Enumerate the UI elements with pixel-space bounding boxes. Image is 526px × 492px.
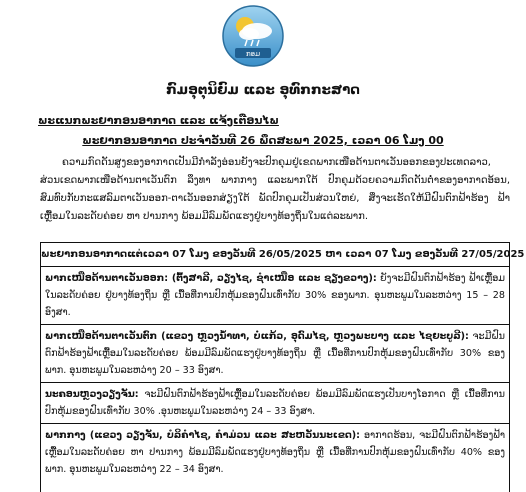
section-title: ພະແນກພະຍາກອນອາກາດ ແລະ ແຈ້ງເຕືອນໄພ bbox=[38, 114, 279, 127]
intro-paragraph: ຄວາມກົດດັນສູງຂອງອາກາດເປັນມີກຳລັງອ່ອນຍັງຈະປົກຄຸມຢູ່ເຂດພາກເໜືອດ້ານຕາເວັນອອກຂອງປະເທດລາວ, ສ່ວນເຂດພາກເໜືອດ້ານຕາເວັນຕົກ ລຶງທາ ພາກກາງ ແລະພາກໃຕ້ ປົກຄຸມດ້ວຍຄວາມກົດດັນຕໍ່າຂອງອາກາດອ້ອນ, ສົມທົບກັບກະແສລົມຕາເວັນອອກ-ຕາເວັນອອກສ່ຽງໃຕ້ ພັດປົກຄຸມເປັນສ່ວນໃຫຍ່, ສິ່ງຈະເຮັດໃຫ້ມີຝົນຕົກຟ້າຮ້ອງ ຟ້າເຫຼື້ອມໃນລະດັບຄ່ອຍ ຫາ ປານກາງ ພ້ອມມີລົມພັດແຮງຢູ່ບາງທ້ອງຖິ່ນໃນແຕ່ລະພາກ. bbox=[40, 157, 510, 222]
region-provinces: (ຕົ້ງສາລີ, ວຽງໄຊ, ຊຳເໜືອ ແລະ ຊຽງຂວາງ): bbox=[168, 273, 377, 284]
region-row-central bbox=[41, 424, 509, 481]
region-forecast-text: ອາກາດຮ້ອນ, ຈະມີຝົນຕົກຟ້າຮ້ອງຟ້າເຫຼື້ອມໃນລະດັບຄ່ອຍ ຫາ ປານກາງ ພ້ອມມີລົມພັດແຮງຢູ່ບາງທ້ອງຖິ່ນ ຫຼື ເນື້ອທີ່ການປົກຫຸ້ມຂອງຝົນເທົ່າກັບ 40% ຂອງພາກ. ອຸນຫະພູມໃນລະຫວ່າງ 22 – 34 ອົງສາ. bbox=[45, 430, 505, 475]
region-row-vientiane-capital bbox=[41, 383, 509, 424]
region-provinces: (ແຂວງ ວຽງຈັນ, ບໍລິຄຳໄຊ, ຄຳມ່ວນ ແລະ ສະຫວັນນະເຂດ): bbox=[85, 430, 360, 441]
weather-cloud-sun-logo-icon bbox=[221, 4, 285, 68]
region-name: ພາກເໜືອດ້ານຕາເວັນອອກ: bbox=[45, 273, 169, 284]
logo-text: ກອມ bbox=[245, 50, 261, 58]
forecast-period-header: ພະຍາກອນອາກາດແຕ່ເວລາ 07 ໂມງ ຂອງວັນທີ 26/05/2025 ຫາ ເວລາ 07 ໂມງ ຂອງວັນທີ 27/05/2025 bbox=[41, 243, 509, 267]
region-provinces: (ແຂວງ ຫຼວງນໍ້າທາ, ບໍ່ແກ້ວ, ອຸດົມໄຊ, ຫຼວງພະບາງ ແລະ ໄຊຍະບູລີ): bbox=[157, 331, 469, 342]
region-name: ພາກກາງ bbox=[45, 430, 86, 441]
forecast-table bbox=[40, 242, 525, 492]
region-name: ພາກເໜືອດ້ານຕາເວັນຕົກ bbox=[45, 331, 158, 342]
region-forecast-text: ຍັງຈະມີຝົນຕົກຟ້າຮ້ອງ ຟ້າເຫຼື້ອມໃນລະດັບຄ່ອຍ ຢູ່ບາງທ້ອງຖິ່ນ ຫຼື ເນື້ອທີ່ການປົກຫຸ້ມຂອງຝົນເທົ່າກັບ 30% ຂອງພາກ. ອຸນຫະພູມໃນລະຫວ່າງ 15 – 28 ອົງສາ. bbox=[45, 273, 506, 318]
region-forecast-text: ຈະມີຝົນຕົກຟ້າຮ້ອງຟ້າເຫຼື້ອມໃນລະດັບຄ່ອຍ ພ້ອມມີລົມພັດແຮງເປັນບາງໂອກາດ ຫຼື ເນື້ອທີ່ການປົກຫຸ້ມຂອງຝົນເທົ່າກັບ 30% .ອຸນຫະພູມໃນລະຫວ່າງ 24 – 33 ອົງສາ. bbox=[45, 389, 505, 417]
forecast-title bbox=[0, 134, 526, 147]
forecast-title-time: ເວລາ 06 ໂມງ 00 bbox=[347, 134, 444, 147]
forecast-title-date: ພະຍາກອນອາກາດ ປະຈຳວັນທີ 26 ພຶດສະພາ 2025, bbox=[82, 134, 348, 147]
region-row-northeast bbox=[41, 267, 509, 325]
department-title: ກົມອຸຕຸນິຍົມ ແລະ ອຸທົກກະສາດ bbox=[166, 82, 360, 98]
region-name: ນະຄອນຫຼວງວຽງຈັນ: bbox=[45, 389, 139, 400]
region-row-northwest bbox=[41, 325, 509, 383]
region-forecast-text: ຈະມີຝົນຕົກຟ້າຮ້ອງຟ້າເຫຼື້ອມໃນລະດັບຄ່ອຍ ພ້ອມມີລົມພັດແຮງຢູ່ບາງທ້ອງຖິ່ນ ຫຼື ເນື້ອທີ່ການປົກຫຸ້ມຂອງຝົນເທົ່າກັບ 30% ຂອງພາກ. ອຸນຫະພູມໃນລະຫວ່າງ 20 – 33 ອົງສາ. bbox=[45, 331, 506, 376]
